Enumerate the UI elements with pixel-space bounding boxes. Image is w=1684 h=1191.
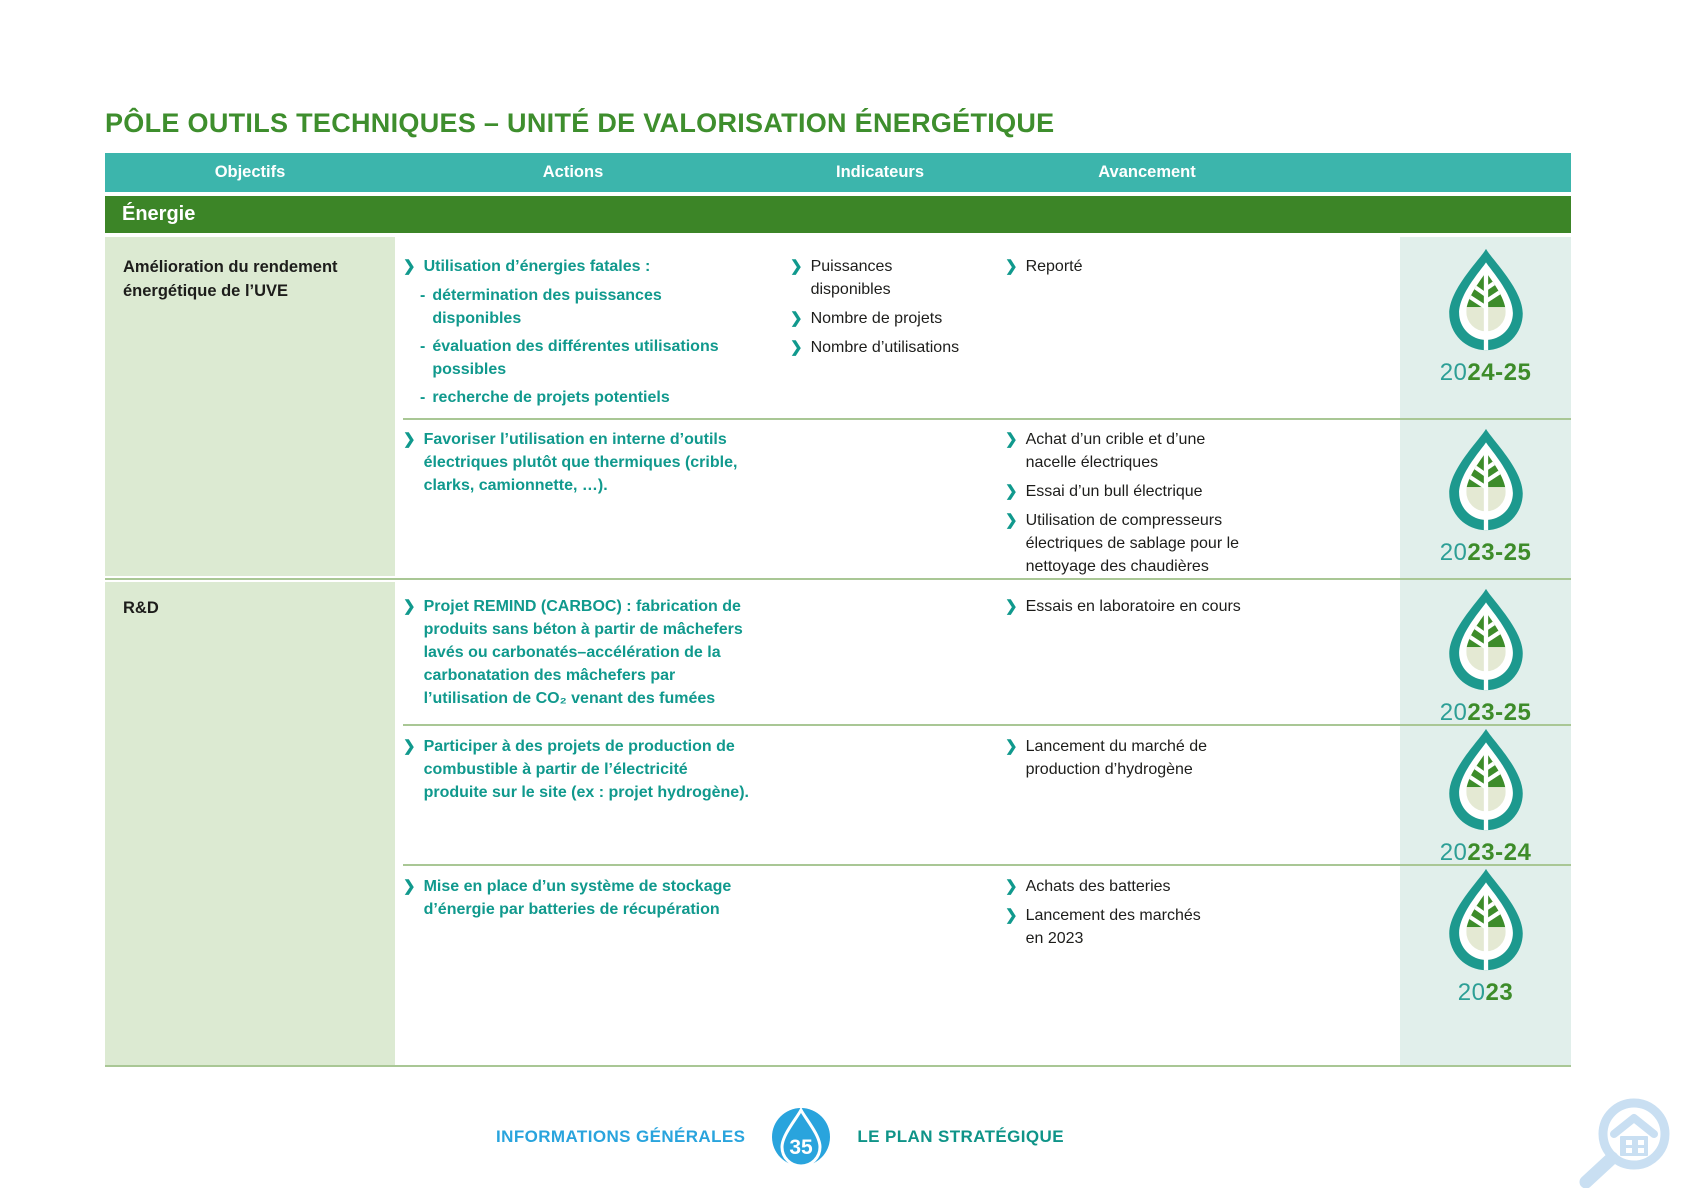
action-item: ❯ Participer à des projets de production de combustible à partir de l’électricité produite sur le site (ex : projet hydrogène). [403,735,759,804]
footer-section-right[interactable]: LE PLAN STRATÉGIQUE [857,1127,1064,1146]
arrow-bullet-icon: ❯ [1005,258,1018,275]
leaf-drop-icon [1441,428,1531,532]
progress-item: ❯ Lancement du marché de production d’hydrogène [1005,735,1267,781]
progress-cell [1005,255,1267,284]
footer-section-left[interactable]: INFORMATIONS GÉNÉRALES [496,1127,746,1146]
progress-cell [1005,735,1267,787]
progress-period-badge [1400,728,1571,867]
objective-rd: R&D [123,599,159,617]
page-title: PÔLE OUTILS TECHNIQUES – UNITÉ DE VALORISATION ÉNERGÉTIQUE [105,108,1055,138]
table-bottom-border [105,1065,1571,1067]
period-label: 2023-25 [1439,699,1532,726]
action-item: ❯ Favoriser l’utilisation en interne d’outils électriques plutôt que thermiques (crible, clarks, camionnette, …). [403,428,759,497]
progress-item: ❯ Achats des batteries [1005,875,1267,898]
arrow-bullet-icon: ❯ [1005,431,1018,448]
column-header-avancement: Avancement [1098,163,1196,181]
page-footer [0,1096,1560,1178]
action-subitem: - détermination des puissances disponibles [420,284,759,330]
arrow-bullet-icon: ❯ [403,738,416,755]
action-item: ❯ Projet REMIND (CARBOC) : fabrication de produits sans béton à partir de mâchefers lavés ou carbonatés–accélération de la carbonatation des mâchefers par l’utilisation de CO₂ venant des fumées [403,595,759,710]
progress-period-badge [1400,428,1571,567]
column-header-indicateurs: Indicateurs [835,163,925,181]
objective-amelioration: Amélioration du rendement énergétique de l’UVE [123,258,338,300]
arrow-bullet-icon: ❯ [1005,512,1018,529]
arrow-bullet-icon: ❯ [403,258,416,275]
arrow-bullet-icon: ❯ [1005,598,1018,615]
arrow-bullet-icon: ❯ [1005,878,1018,895]
column-header-actions: Actions [542,163,604,181]
page-number: 35 [789,1136,814,1159]
progress-cell [1005,595,1267,624]
actions-cell [403,875,759,927]
indicators-cell [790,255,968,365]
group-separator [105,578,1571,580]
actions-cell [403,255,759,414]
row-separator [403,724,1571,726]
leaf-drop-icon [1441,248,1531,352]
actions-cell [403,735,759,810]
row-separator [403,418,1571,420]
progress-item: ❯ Achat d’un crible et d’une nacelle électriques [1005,428,1267,474]
indicator-item: ❯ Nombre de projets [790,307,968,330]
indicator-item: ❯ Nombre d’utilisations [790,336,968,359]
water-drop-page-badge [771,1099,831,1175]
indicator-item: ❯ Puissances disponibles [790,255,968,301]
dash-bullet-icon: - [420,338,426,355]
action-subitem: - recherche de projets potentiels [420,386,759,409]
arrow-bullet-icon: ❯ [403,431,416,448]
progress-period-badge [1400,248,1571,387]
action-subitem: - évaluation des différentes utilisations possibles [420,335,759,381]
dash-bullet-icon: - [420,287,426,304]
progress-item: ❯ Essais en laboratoire en cours [1005,595,1267,618]
leaf-drop-icon [1441,588,1531,692]
period-label: 2024-25 [1439,359,1532,386]
arrow-bullet-icon: ❯ [1005,483,1018,500]
period-label: 2023-24 [1439,839,1532,866]
row-separator [403,864,1571,866]
arrow-bullet-icon: ❯ [790,310,803,327]
actions-cell [403,595,759,716]
objectives-column-bg [105,582,395,1065]
period-label: 2023-25 [1439,539,1532,566]
column-header-objectifs: Objectifs [214,163,286,181]
arrow-bullet-icon: ❯ [403,598,416,615]
arrow-bullet-icon: ❯ [1005,738,1018,755]
progress-cell [1005,875,1267,956]
action-item: ❯ Utilisation d’énergies fatales : [403,255,759,278]
section-label: Énergie [122,203,196,225]
progress-item: ❯ Essai d’un bull électrique [1005,480,1267,503]
progress-item: ❯ Lancement des marchés en 2023 [1005,904,1267,950]
action-item: ❯ Mise en place d’un système de stockage d’énergie par batteries de récupération [403,875,759,921]
actions-cell [403,428,759,503]
progress-item: ❯ Utilisation de compresseurs électriques de sablage pour le nettoyage des chaudières [1005,509,1267,578]
dash-bullet-icon: - [420,389,426,406]
period-label: 2023 [1457,979,1514,1006]
arrow-bullet-icon: ❯ [790,339,803,356]
progress-period-badge [1400,868,1571,1007]
progress-cell [1005,428,1267,584]
leaf-drop-icon [1441,728,1531,832]
section-row-energie [105,196,1571,233]
progress-item: ❯ Reporté [1005,255,1267,278]
progress-period-badge [1400,588,1571,727]
arrow-bullet-icon: ❯ [403,878,416,895]
leaf-drop-icon [1441,868,1531,972]
house-magnifier-icon[interactable] [1574,1092,1676,1188]
arrow-bullet-icon: ❯ [1005,907,1018,924]
arrow-bullet-icon: ❯ [790,258,803,275]
